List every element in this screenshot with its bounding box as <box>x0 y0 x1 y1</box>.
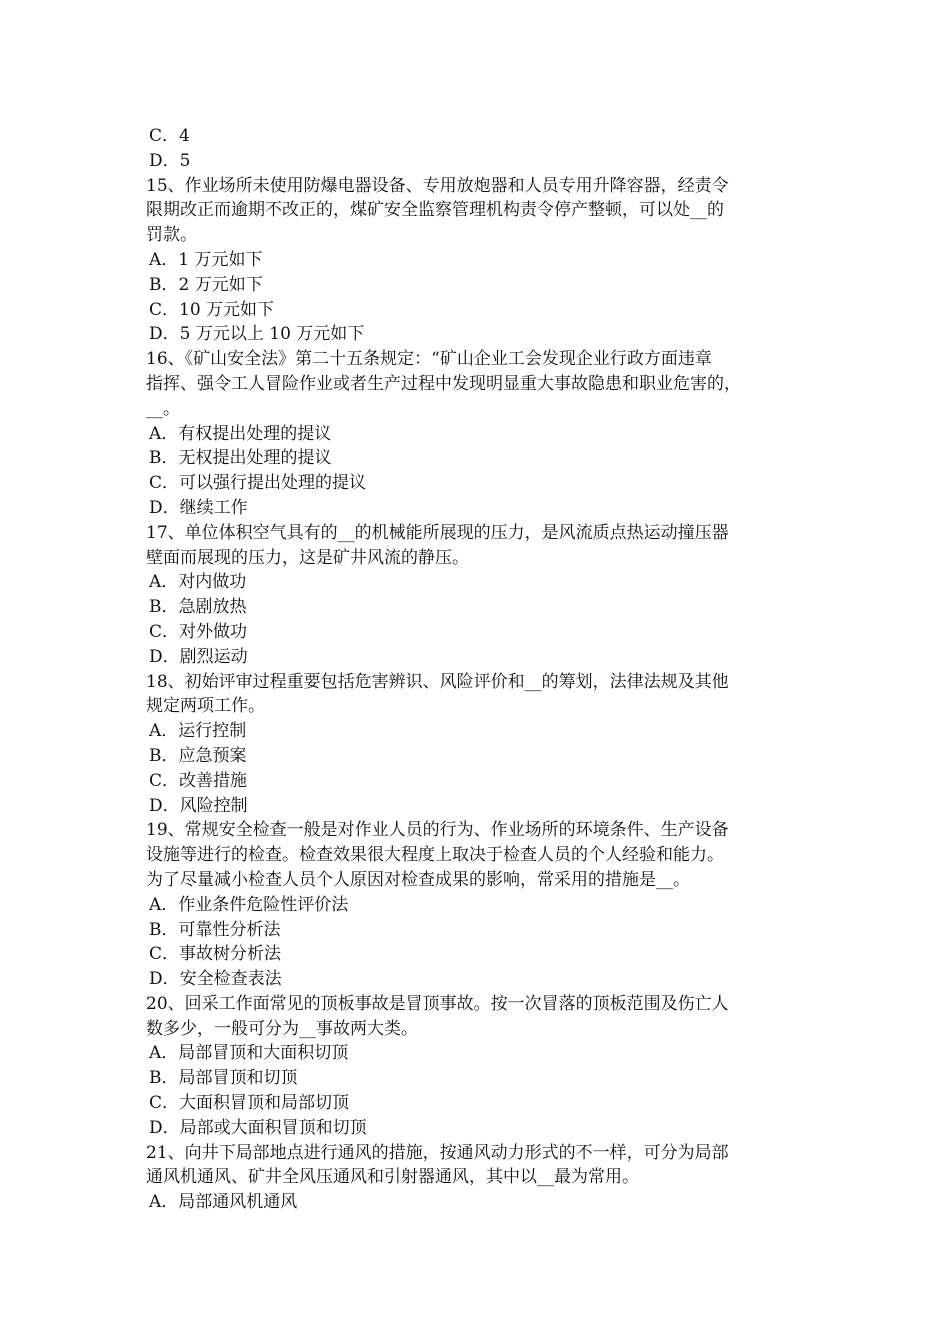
exam-questions <box>146 124 814 1215</box>
answer-option: A．有权提出处理的提议 <box>149 423 332 444</box>
question-text: 为了尽量减小检查人员个人原因对检查成果的影响，常采用的措施是__。 <box>146 869 690 890</box>
question-text: 通风机通风、矿井全风压通风和引射器通风，其中以__最为常用。 <box>146 1167 639 1188</box>
question-text: 罚款。 <box>146 225 197 246</box>
question-text: 数多少，一般可分为__事故两大类。 <box>146 1018 418 1039</box>
answer-option: A．作业条件危险性评价法 <box>149 894 349 915</box>
answer-option: D．剧烈运动 <box>149 646 248 667</box>
answer-option: C．对外做功 <box>149 621 248 642</box>
question-text: 21、向井下局部地点进行通风的措施，按通风动力形式的不一样，可分为局部 <box>146 1142 729 1163</box>
question-text: 限期改正而逾期不改正的，煤矿安全监察管理机构责令停产整顿，可以处__的 <box>146 200 724 221</box>
answer-option: D．5 <box>149 150 191 171</box>
answer-option: C．可以强行提出处理的提议 <box>149 473 367 494</box>
answer-option: C．4 <box>149 126 190 146</box>
question-text: 16、《矿山安全法》第二十五条规定：“矿山企业工会发现企业行政方面违章 <box>146 349 712 370</box>
answer-option: B．2 万元如下 <box>149 274 263 295</box>
question-text: 17、单位体积空气具有的__的机械能所展现的压力，是风流质点热运动撞压器 <box>146 522 729 543</box>
question-text: 19、常规安全检查一般是对作业人员的行为、作业场所的环境条件、生产设备 <box>146 820 729 841</box>
answer-option: B．可靠性分析法 <box>149 919 281 940</box>
answer-option: B．局部冒顶和切顶 <box>149 1068 298 1089</box>
question-text: 指挥、强令工人冒险作业或者生产过程中发现明显重大事故隐患和职业危害的， <box>146 373 741 394</box>
question-text: 18、初始评审过程重要包括危害辨识、风险评价和__的筹划，法律法规及其他 <box>146 671 729 692</box>
answer-option: D．风险控制 <box>149 795 248 816</box>
answer-option: C．大面积冒顶和局部切顶 <box>149 1093 350 1114</box>
question-text: 20、回采工作面常见的顶板事故是冒顶事故。按一次冒落的顶板范围及伤亡人 <box>146 993 729 1014</box>
answer-option: A．1 万元如下 <box>149 249 263 270</box>
answer-option: D．安全检查表法 <box>149 969 282 990</box>
answer-option: D．5 万元以上 10 万元如下 <box>149 324 365 345</box>
answer-option: C．事故树分析法 <box>149 944 282 965</box>
answer-option: B．急剧放热 <box>149 597 247 618</box>
answer-option: C．改善措施 <box>149 770 248 791</box>
answer-option: A．局部冒顶和大面积切顶 <box>149 1043 349 1064</box>
question-text: 规定两项工作。 <box>146 696 265 717</box>
answer-option: C．10 万元如下 <box>149 299 275 320</box>
question-text: 设施等进行的检查。检查效果很大程度上取决于检查人员的个人经验和能力。 <box>146 845 724 866</box>
question-text: 壁面而展现的压力，这是矿井风流的静压。 <box>146 547 469 568</box>
answer-option: A．运行控制 <box>149 721 247 742</box>
answer-option: B．应急预案 <box>149 745 247 766</box>
question-text: __。 <box>146 398 180 419</box>
answer-option: D．继续工作 <box>149 497 248 518</box>
answer-option: A．对内做功 <box>149 572 247 593</box>
question-text: 15、作业场所未使用防爆电器设备、专用放炮器和人员专用升降容器，经责令 <box>146 175 729 196</box>
answer-option: D．局部或大面积冒顶和切顶 <box>149 1117 367 1138</box>
answer-option: A．局部通风机通风 <box>149 1192 298 1213</box>
answer-option: B．无权提出处理的提议 <box>149 448 332 469</box>
